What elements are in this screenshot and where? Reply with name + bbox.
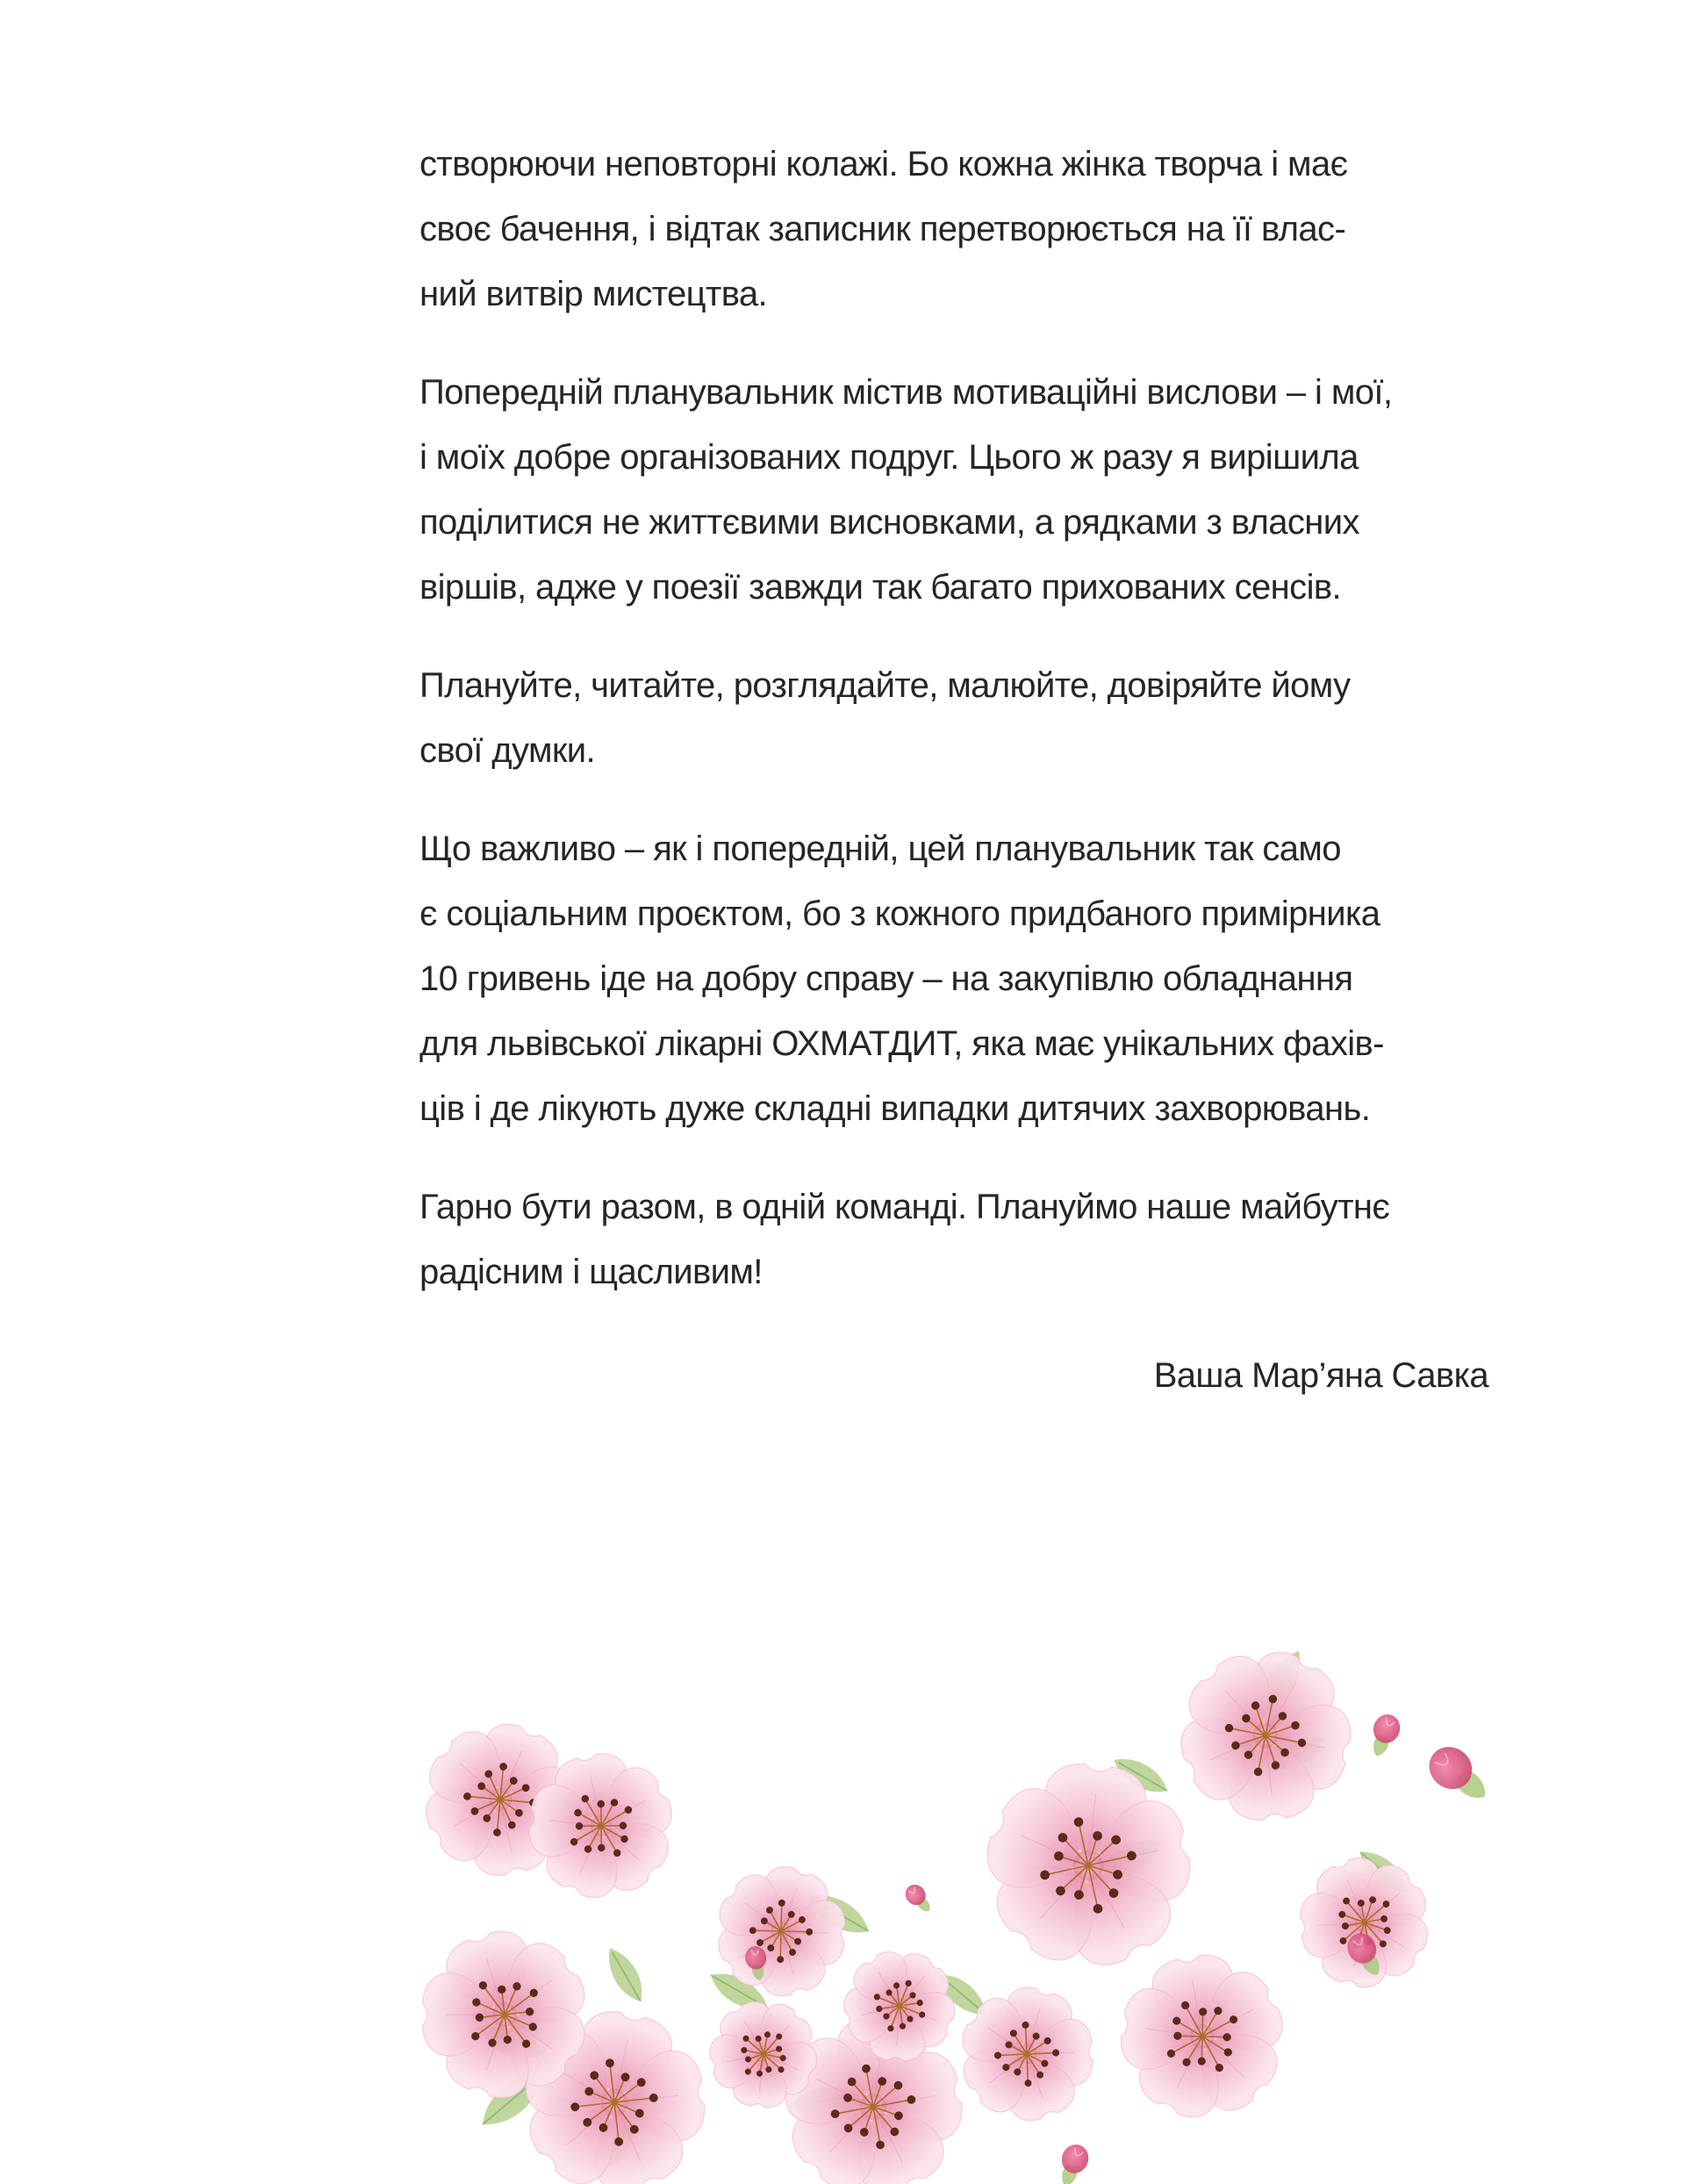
bud-icon xyxy=(901,1880,936,1917)
text-line: Що важливо – як і попередній, цей планувальник так само xyxy=(419,830,1341,868)
text-line: радісним і щасливим! xyxy=(419,1253,763,1291)
text-line: Плануйте, читайте, розглядайте, малюйте, довіряйте йому xyxy=(419,666,1351,705)
text-line: Гарно бути разом, в одній команді. Плануймо наше майбутнє xyxy=(419,1188,1390,1226)
text-line: і моїх добре організованих подруг. Цього ж разу я вирішила xyxy=(419,438,1359,477)
cherry-blossom-branch-icon xyxy=(377,1563,1571,2184)
paragraph-5 xyxy=(419,1175,1508,1304)
text-line: своє бачення, і відтак записник перетворюється на її влас- xyxy=(419,210,1346,248)
blossom-icon xyxy=(966,1754,1209,1987)
text-line: поділитися не життєвими висновками, а рядками з власних xyxy=(419,503,1359,542)
paragraph-3 xyxy=(419,653,1508,783)
text-line: Попередній планувальник містив мотиваційні вислови – і мої, xyxy=(419,373,1393,412)
text-line: для львівської лікарні ОХМАТДИТ, яка має унікальних фахів- xyxy=(419,1024,1384,1063)
text-line: створюючи неповторні колажі. Бо кожна жінка творча і має xyxy=(419,145,1348,183)
text-line: ців і де лікують дуже складні випадки дитячих захворювань. xyxy=(419,1089,1371,1128)
paragraph-4 xyxy=(419,816,1508,1141)
leaf-icon xyxy=(600,1943,651,2008)
paragraph-2 xyxy=(419,360,1508,620)
text-line: віршів, адже у поезії завжди так багато прихованих сенсів. xyxy=(419,568,1342,607)
signature: Ваша Мар’яна Савка xyxy=(1153,1356,1488,1395)
blossom-icon xyxy=(1101,1942,1305,2139)
bud-icon xyxy=(1053,2141,1093,2184)
bud-icon xyxy=(1365,1711,1404,1761)
blossom-icon xyxy=(691,1847,870,2022)
text-line: є соціальним проєктом, бо з кожного придбаного примірника xyxy=(419,894,1380,933)
text-line: ний витвір мистецтва. xyxy=(419,275,768,313)
bud-icon xyxy=(1421,1738,1498,1812)
blossom-icon xyxy=(1275,1836,1457,2014)
text-line: 10 гривень іде на добру справу – на закупівлю обладнання xyxy=(419,959,1353,998)
body-text xyxy=(419,132,1508,1338)
paragraph-1 xyxy=(419,132,1508,327)
text-line: свої думки. xyxy=(419,731,596,770)
